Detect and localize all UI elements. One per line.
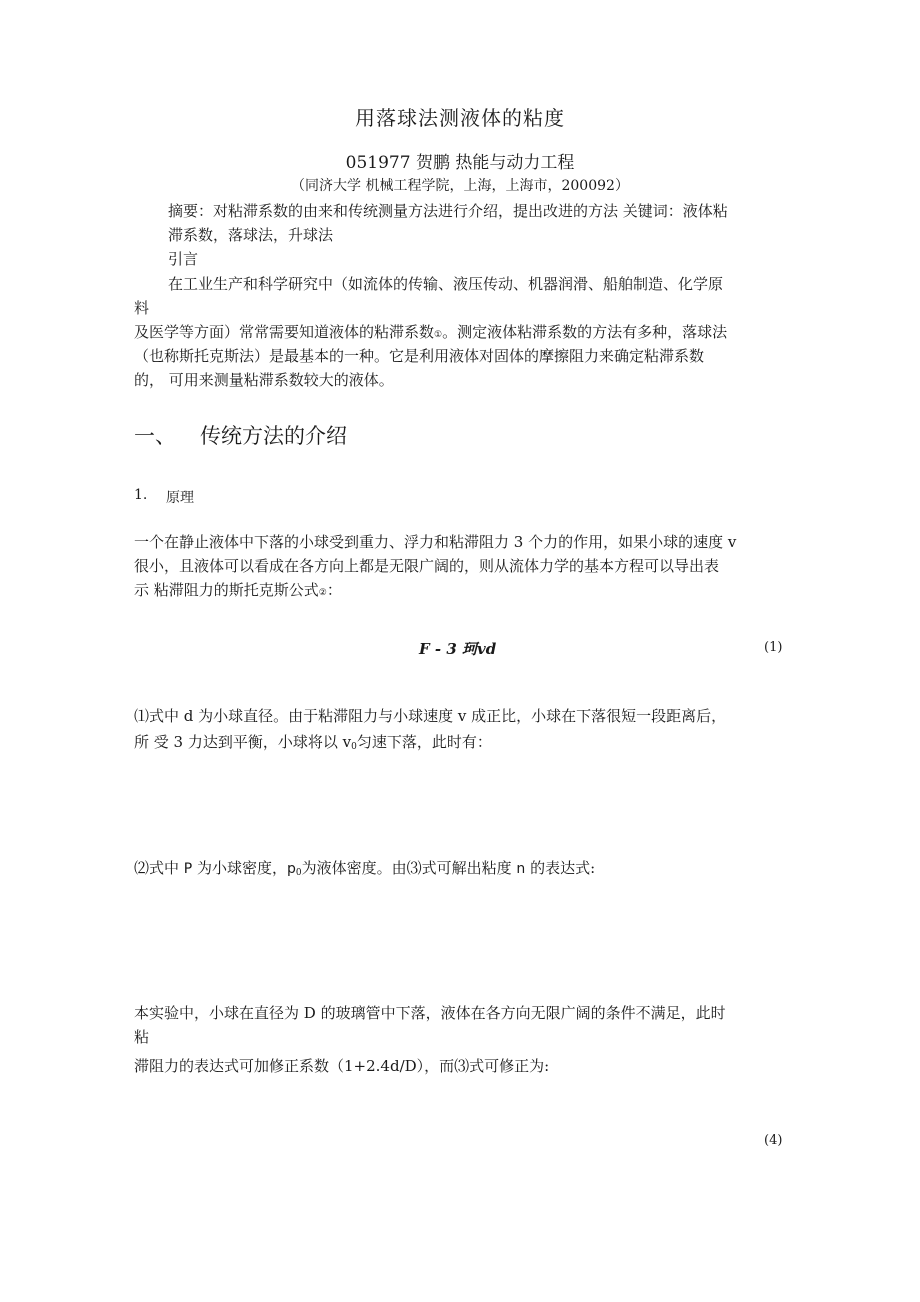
abstract-line-2: 滞系数，落球法，升球法 xyxy=(168,226,334,244)
abstract-line-1: 摘要：对粘滞系数的由来和传统测量方法进行介绍，提出改进的方法 关键词：液体粘 xyxy=(168,202,728,220)
intro-line-5: 的， 可用来测量粘滞系数较大的液体。 xyxy=(134,371,394,389)
intro-line-3-text-b: 。测定液体粘滞系数的方法有多种，落球法 xyxy=(442,323,728,341)
page-title: 用落球法测液体的粘度 xyxy=(355,106,565,130)
principle-line-3 xyxy=(134,579,342,600)
symbol-ball-density: P xyxy=(183,861,193,877)
after-eq1-line-2-text-b: 匀速下落，此时有： xyxy=(356,733,492,751)
intro-line-1: 在工业生产和科学研究中（如流体的传输、液压传动、机器润滑、船舶制造、化学原 xyxy=(168,275,724,293)
principle-line-3-text-b: ： xyxy=(326,581,342,599)
principle-line-2: 很小，且液体可以看成在各方向上都是无限广阔的，则从流体力学的基本方程可以导出表 xyxy=(134,557,720,575)
symbol-liquid-density-sub: 0 xyxy=(295,868,302,878)
intro-heading: 引言 xyxy=(168,250,199,268)
correction-line-1: 本实验中，小球在直径为 D 的玻璃管中下落，液体在各方向无限广阔的条件不满足，此时 xyxy=(134,1004,726,1022)
after-eq2-text-3: 为液体密度。由⑶式可解出粘度 xyxy=(301,859,517,877)
equation-4-number: (4) xyxy=(764,1133,783,1148)
citation-ref-1: ① xyxy=(434,330,443,340)
subscript-zero: 0 xyxy=(351,742,357,752)
symbol-viscosity: n xyxy=(516,861,526,877)
citation-ref-2: ② xyxy=(318,588,327,598)
intro-line-2: 料 xyxy=(134,299,150,317)
correction-line-2: 粘 xyxy=(134,1028,150,1046)
section-1-number: 一、 xyxy=(134,424,176,448)
intro-line-4: （也称斯托克斯法）是最基本的一种。它是利用液体对固体的摩擦阻力来确定粘滞系数 xyxy=(134,347,705,365)
author-line: 051977 贺鹏 热能与动力工程 xyxy=(345,153,575,173)
intro-line-3 xyxy=(134,321,727,342)
principle-line-3-text-a: 示 粘滞阻力的斯托克斯公式 xyxy=(134,581,319,599)
after-eq1-line-2 xyxy=(134,731,492,752)
subsection-1-number: 1. xyxy=(134,487,148,503)
correction-line-3: 滞阻力的表达式可加修正系数（1+2.4d/D），而⑶式可修正为: xyxy=(134,1057,550,1075)
subsection-1-title: 原理 xyxy=(166,490,194,506)
after-eq2-text-1: ⑵式中 xyxy=(134,859,184,877)
intro-line-3-text-a: 及医学等方面）常常需要知道液体的粘滞系数 xyxy=(134,323,435,341)
after-eq2-text-2: 为小球密度， xyxy=(192,859,288,877)
after-eq2-text-4: 的表达式: xyxy=(525,859,596,877)
principle-line-1: 一个在静止液体中下落的小球受到重力、浮力和粘滞阻力 3 个力的作用，如果小球的速度 v xyxy=(134,533,737,551)
equation-1-number: (1) xyxy=(764,640,783,655)
symbol-liquid-density: p xyxy=(287,861,296,877)
after-eq1-line-2-text-a: 所 受 3 力达到平衡，小球将以 v xyxy=(134,733,352,751)
affiliation-line: （同济大学 机械工程学院，上海，上海市，200092） xyxy=(291,178,629,194)
after-eq1-line-1: ⑴式中 d 为小球直径。由于粘滞阻力与小球速度 v 成正比，小球在下落很短一段距离后， xyxy=(134,707,727,725)
after-eq2-line xyxy=(134,857,595,878)
section-1-title: 传统方法的介绍 xyxy=(200,424,347,448)
equation-1-formula: F - 3 珂vd xyxy=(419,640,497,658)
